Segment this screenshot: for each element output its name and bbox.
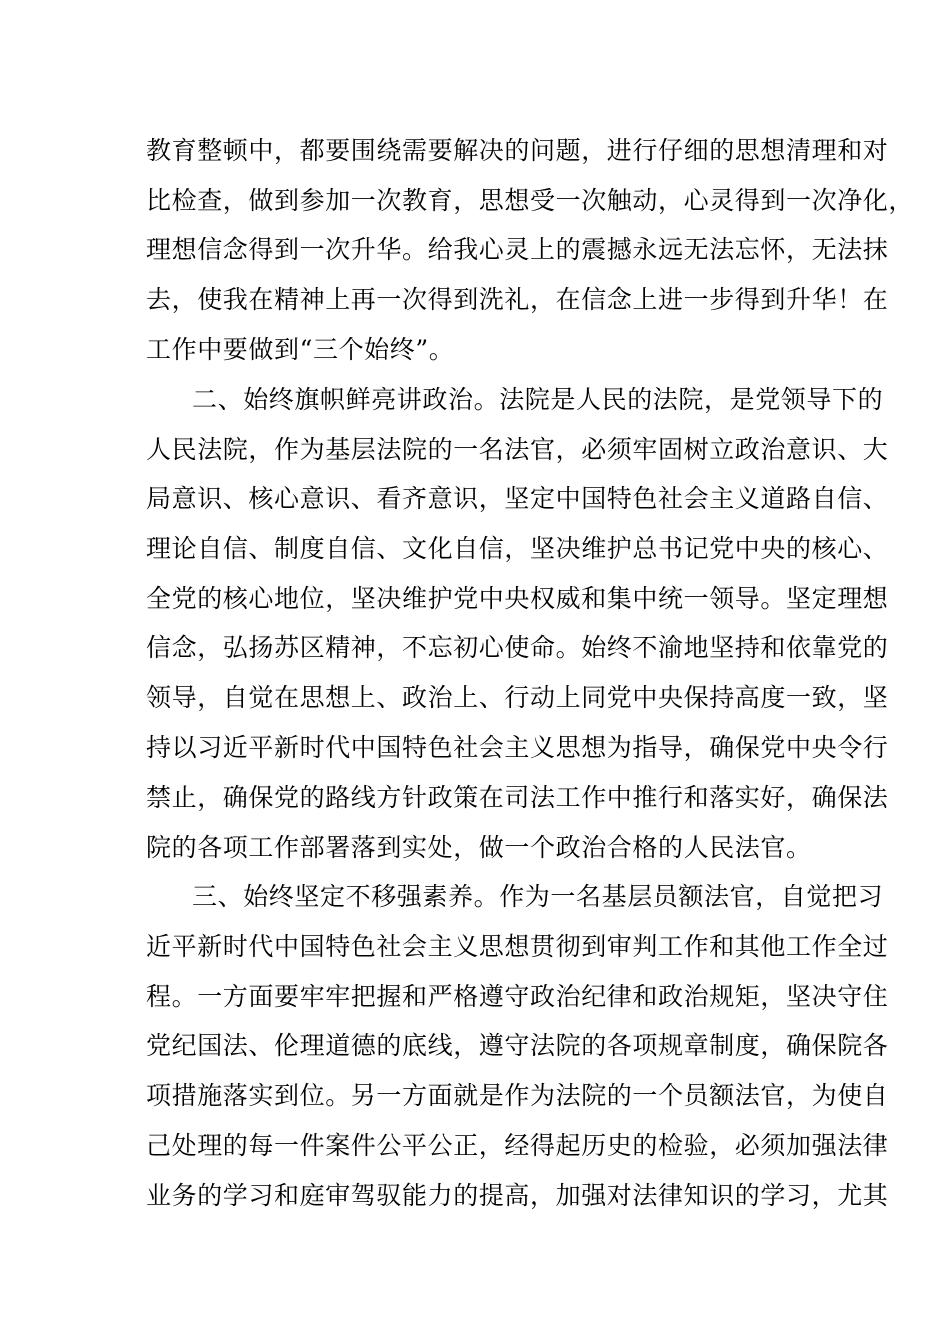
- text-line: 项措施落实到位。另一方面就是作为法院的一个员额法官，为使自: [146, 1081, 889, 1110]
- text-line: 教育整顿中，都要围绕需要解决的问题，进行仔细的思想清理和对: [146, 136, 889, 165]
- text-line: 党纪国法、伦理道德的底线，遵守法院的各项规章制度，确保院各: [146, 1031, 889, 1060]
- text-line: 程。一方面要牢牢把握和严格遵守政治纪律和政治规矩，坚决守住: [146, 982, 889, 1011]
- paragraph-heading-line: 二、始终旗帜鲜亮讲政治。法院是人民的法院，是党领导下的: [192, 385, 884, 414]
- text-line: 去，使我在精神上再一次得到洗礼，在信念上进一步得到升华！在: [146, 285, 889, 314]
- text-line: 理想信念得到一次升华。给我心灵上的震撼永远无法忘怀，无法抹: [146, 235, 889, 264]
- text-line: 理论自信、制度自信、文化自信，坚决维护总书记党中央的核心、: [146, 534, 889, 563]
- text-line: 比检查，做到参加一次教育，思想受一次触动，心灵得到一次净化，: [146, 186, 915, 215]
- text-line: 人民法院，作为基层法院的一名法官，必须牢固树立政治意识、大: [146, 435, 889, 464]
- text-line: 领导，自觉在思想上、政治上、行动上同党中央保持高度一致，坚: [146, 683, 889, 712]
- text-line: 禁止，确保党的路线方针政策在司法工作中推行和落实好，确保法: [146, 783, 889, 812]
- text-line: 持以习近平新时代中国特色社会主义思想为指导，确保党中央令行: [146, 733, 889, 762]
- text-line: 己处理的每一件案件公平公正，经得起历史的检验，必须加强法律: [146, 1131, 889, 1160]
- paragraph-heading-line: 三、始终坚定不移强素养。作为一名基层员额法官，自觉把习: [192, 882, 884, 911]
- text-line: 工作中要做到“三个始终”。: [146, 335, 455, 364]
- text-line: 信念，弘扬苏区精神，不忘初心使命。始终不渝地坚持和依靠党的: [146, 633, 889, 662]
- text-line: 业务的学习和庭审驾驭能力的提高，加强对法律知识的学习，尤其: [146, 1181, 889, 1210]
- text-line: 近平新时代中国特色社会主义思想贯彻到审判工作和其他工作全过: [146, 932, 889, 961]
- text-line: 全党的核心地位，坚决维护党中央权威和集中统一领导。坚定理想: [146, 584, 889, 613]
- text-line: 院的各项工作部署落到实处，做一个政治合格的人民法官。: [146, 833, 812, 862]
- text-line: 局意识、核心意识、看齐意识，坚定中国特色社会主义道路自信、: [146, 484, 889, 513]
